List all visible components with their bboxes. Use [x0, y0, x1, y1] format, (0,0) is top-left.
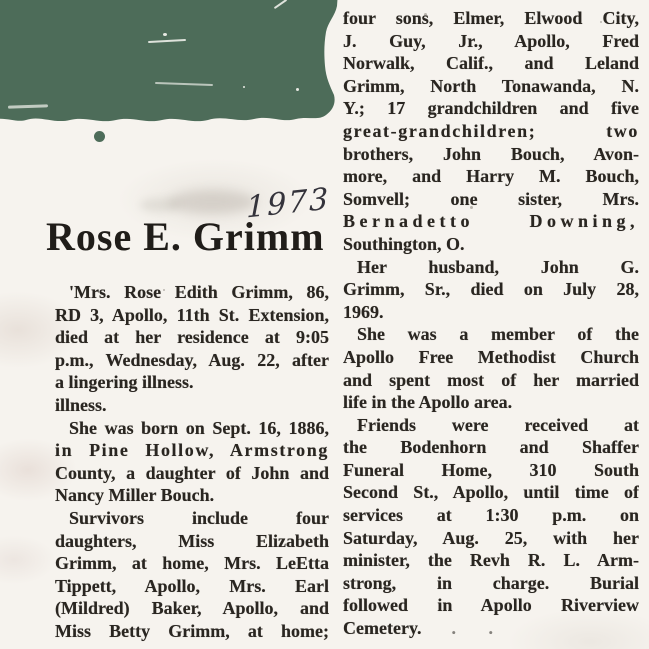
- text-line: brothers, John Bouch, Avon-: [343, 143, 639, 164]
- text-line: p.m., Wednesday, Aug. 22, after: [55, 349, 329, 370]
- text-line: great-grandchildren; two: [343, 120, 639, 141]
- text-line: a lingering illness.: [55, 372, 194, 393]
- paragraph-death-notice: [55, 281, 329, 417]
- text-line: Norwalk, Calif., and Leland: [343, 53, 639, 74]
- white-speck: [243, 86, 245, 88]
- text-line: Saturday, Aug. 25, with her: [343, 527, 639, 548]
- text-line: Tippett, Apollo, Mrs. Earl: [55, 575, 329, 596]
- text-line: strong, in charge. Burial: [343, 572, 639, 593]
- obituary-headline: Rose E. Grimm: [46, 214, 325, 259]
- stray-ink-dots: . .: [451, 618, 507, 639]
- text-line: daughters, Miss Elizabeth: [55, 530, 329, 551]
- green-dot-artifact: [94, 131, 105, 142]
- text-line: 'Mrs. Rose Edith Grimm, 86,: [69, 282, 329, 302]
- paragraph-birth-info: [55, 417, 329, 507]
- text-line: Survivors include four: [69, 507, 329, 528]
- text-line: Second St., Apollo, until time of: [343, 482, 639, 503]
- right-text-column: [343, 7, 639, 640]
- text-line: Nancy Miller Bouch.: [55, 485, 215, 506]
- text-line: life in the Apollo area.: [343, 392, 513, 413]
- handwritten-year-annotation: 1973: [246, 181, 331, 226]
- text-line: in Pine Hollow, Armstrong: [55, 440, 329, 461]
- text-line: She was born on Sept. 16, 1886,: [69, 417, 329, 438]
- text-line: four sons, Elmer, Elwood City,: [343, 8, 639, 28]
- text-line: died at her residence at 9:05: [55, 327, 329, 348]
- text-line: services at 1:30 p.m. on: [343, 505, 639, 526]
- text-line: the Bodenhorn and Shaffer: [343, 437, 639, 458]
- paragraph-funeral-arrangements: [343, 414, 639, 640]
- text-line: RD 3, Apollo, 11th St. Extension,: [55, 304, 329, 325]
- text-line: 1969.: [343, 301, 384, 322]
- text-line: Apollo Free Methodist Church: [343, 346, 639, 367]
- text-line-fragment: Cemetery.: [343, 618, 422, 639]
- text-line: Miss Betty Grimm, at home;: [55, 620, 329, 641]
- scanner-ink-blob: [0, 0, 344, 128]
- pencil-smudge: [168, 190, 256, 214]
- text-line: Her husband, John G.: [357, 256, 639, 277]
- paragraph-husband: [343, 256, 639, 324]
- text-line: illness.: [55, 394, 107, 415]
- text-line: and spent most of her married: [343, 369, 639, 390]
- text-line: J. Guy, Jr., Apollo, Fred: [343, 30, 639, 51]
- text-line: more, and Harry M. Bouch,: [343, 166, 639, 187]
- text-line: [343, 617, 639, 640]
- white-speck: [163, 33, 167, 36]
- text-line: (Mildred) Baker, Apollo, and: [55, 598, 329, 619]
- text-line: Funeral Home, 310 South: [343, 459, 639, 480]
- text-line: Grimm, at home, Mrs. LeEtta: [55, 553, 329, 574]
- text-line: Bernadetto Downing,: [343, 211, 639, 232]
- pencil-smudge: [140, 198, 180, 212]
- text-line: Grimm, North Tonawanda, N.: [343, 75, 639, 96]
- paragraph-survivors: [55, 507, 329, 643]
- text-line: Friends were received at: [357, 414, 639, 435]
- text-line: Y.; 17 grandchildren and five: [343, 98, 639, 119]
- text-line: She was a member of the: [357, 324, 639, 345]
- white-speck: [296, 88, 299, 91]
- text-line: Somvell; one sister, Mrs.: [343, 188, 639, 209]
- text-line: County, a daughter of John and: [55, 462, 329, 483]
- text-line: minister, the Revh R. L. Arm-: [343, 550, 639, 571]
- paragraph-survivors-continued: [343, 7, 639, 256]
- text-line: followed in Apollo Riverview: [343, 595, 639, 616]
- paragraph-church-membership: [343, 323, 639, 413]
- text-line: Grimm, Sr., died on July 28,: [343, 279, 639, 300]
- text-line: Southington, O.: [343, 233, 465, 254]
- left-text-column: [55, 281, 329, 643]
